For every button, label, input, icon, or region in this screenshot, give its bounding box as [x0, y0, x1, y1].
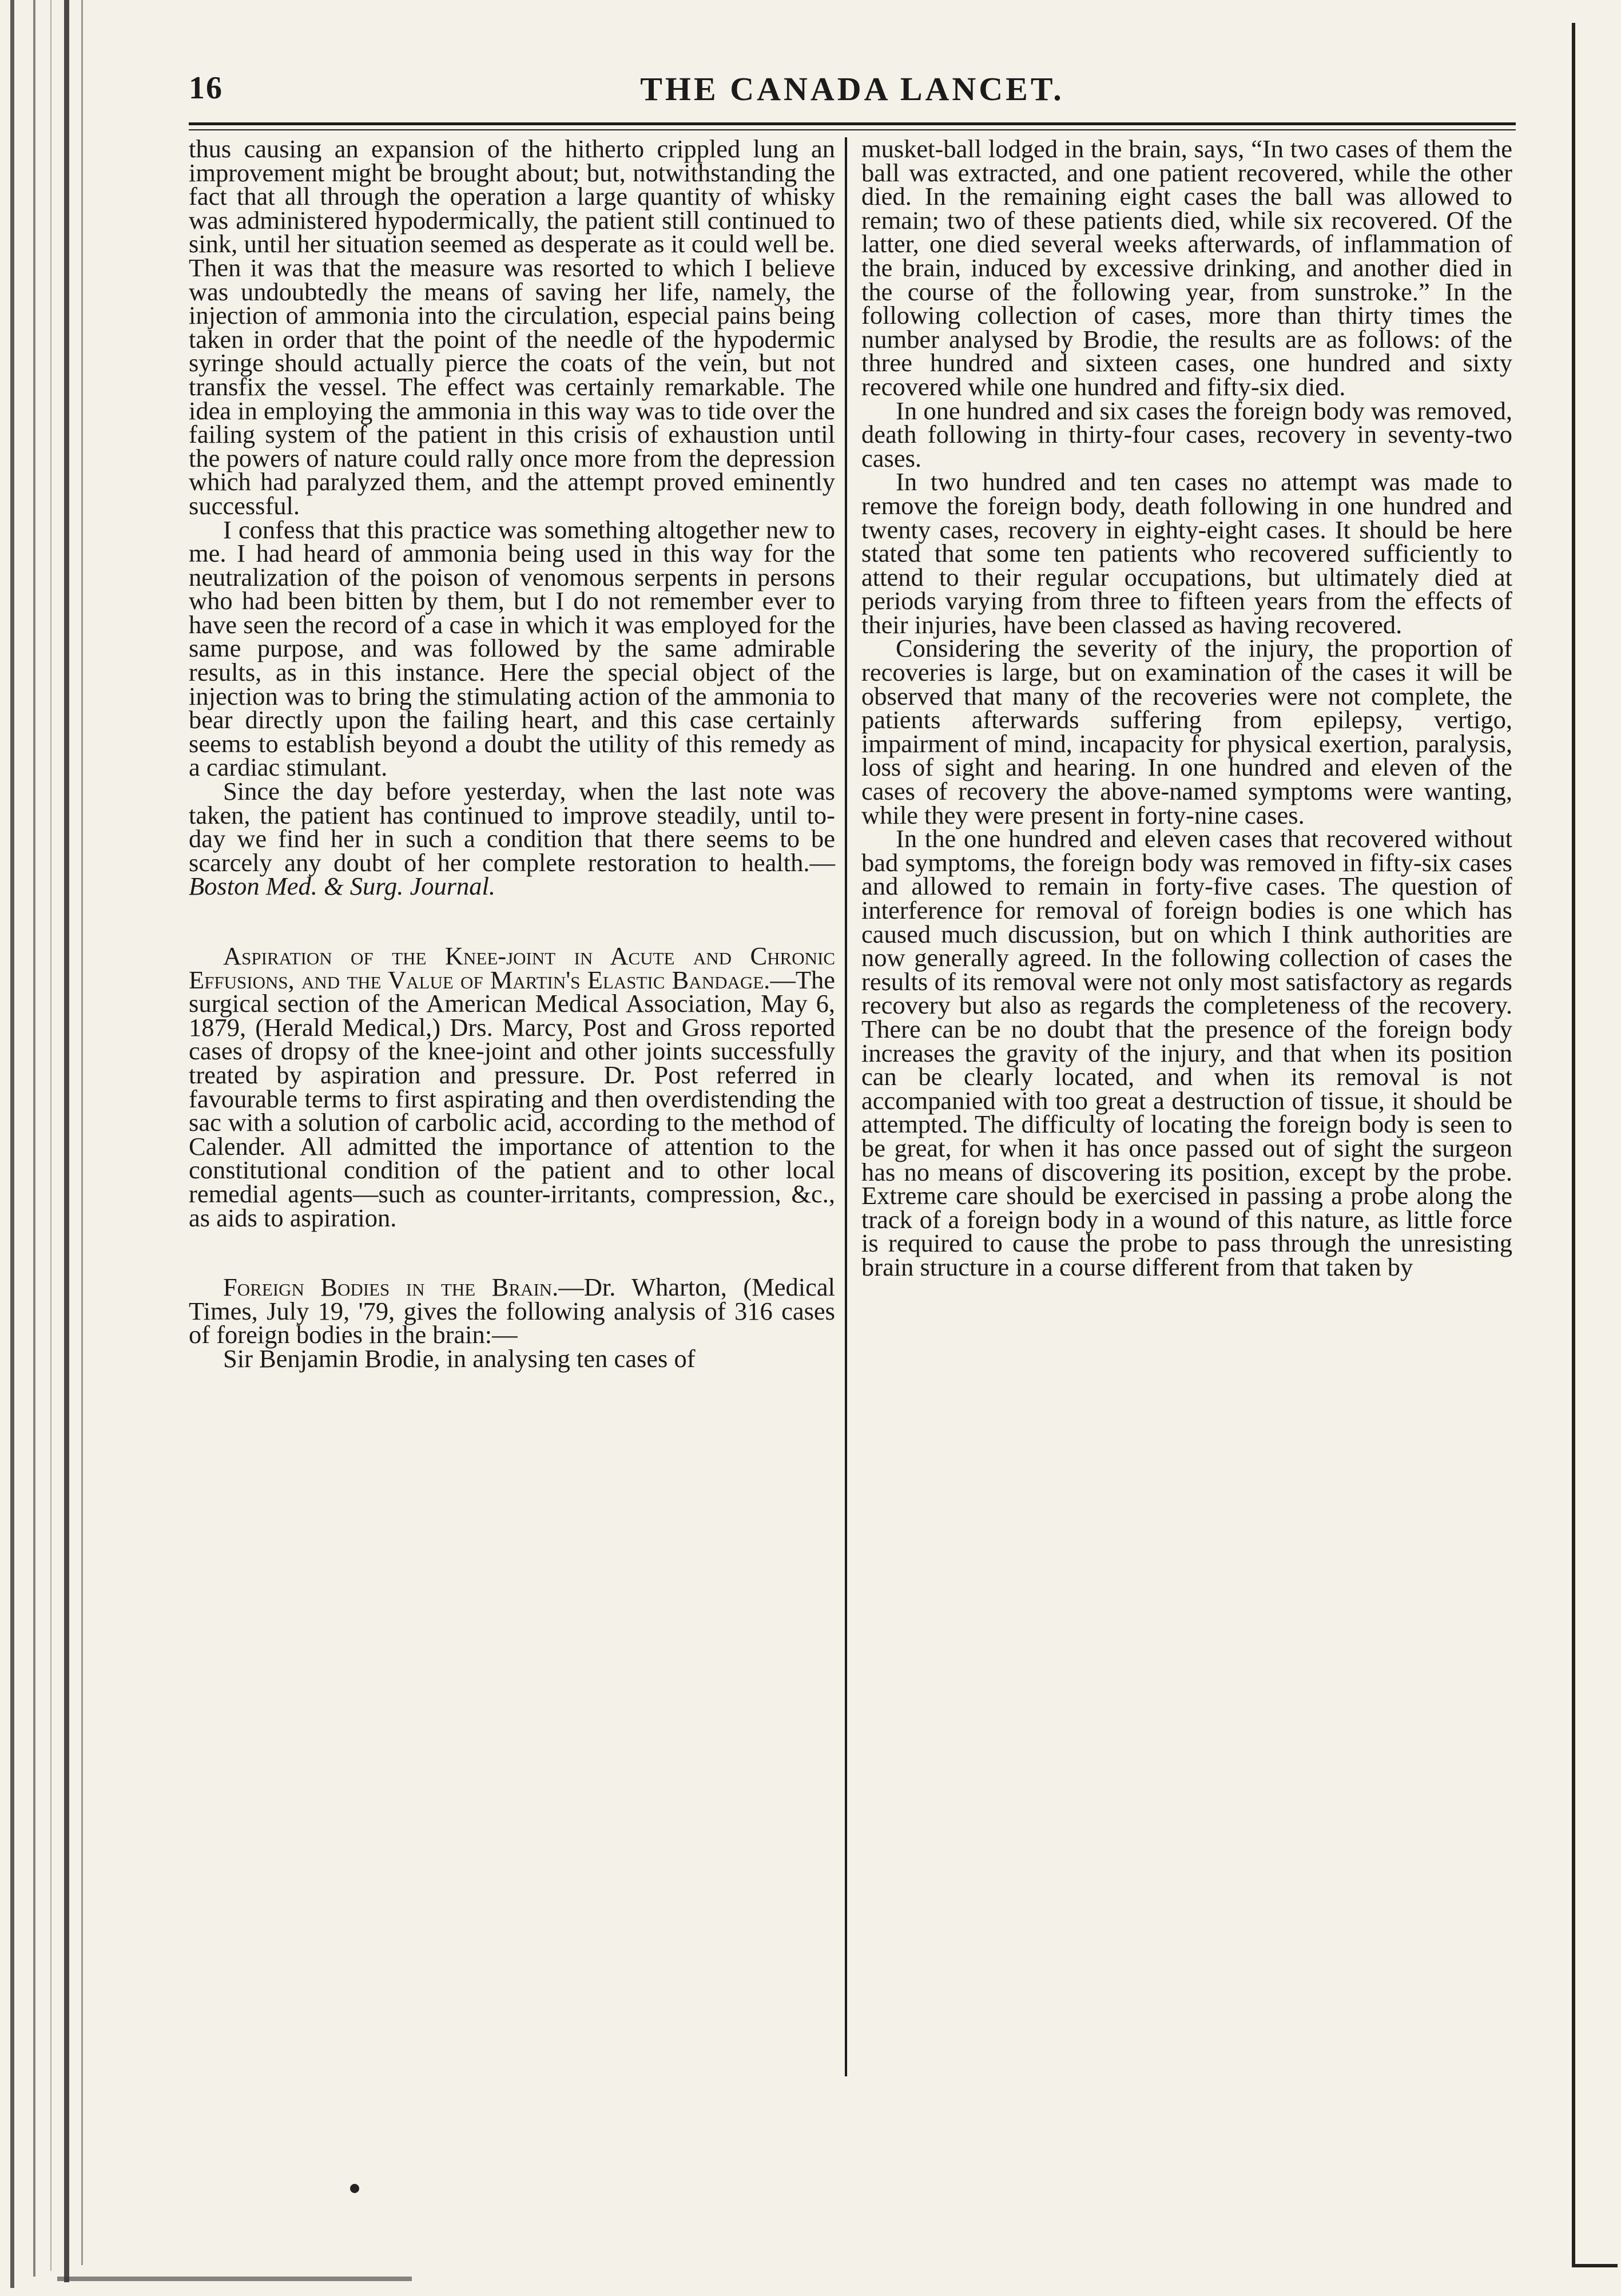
bottom-border-rule	[1572, 2264, 1618, 2267]
running-header	[189, 70, 1516, 122]
column-divider	[845, 137, 847, 2076]
page-number: 16	[189, 70, 223, 106]
paragraph: I confess that this practice was something altogether new to me. I had heard of ammonia being used in this way for the neutralization of the poison of venomous serpents in persons who had been bitten by them, but I do not remember ever to have seen the record of a case in which it was employed for the same purpose, and was followed by the same admirable results, as in this instance. Here the special object of the injection was to bring the stimulating action of the ammonia to bear directly upon the failing heart, and this case certainly seems to establish beyond a doubt the utility of this remedy as a cardiac stimulant.	[189, 515, 835, 782]
paragraph-text: Since the day before yesterday, when the last note was taken, the patient has continued to improve steadily, until to-day we find her in such a condition that there seems to be scarcely any doubt of her complete restoration to health.—	[189, 777, 835, 877]
right-border-rule	[1572, 23, 1575, 2265]
header-rule	[189, 122, 1516, 125]
paragraph: musket-ball lodged in the brain, says, “In two cases of them the ball was extracted, and one patient recovered, while the other died. In the remaining eight cases the ball was allowed to remain; two of these patients died, while six recovered. Of the latter, one died several weeks afterwards, of inflammation of the brain, induced by excessive drinking, and another died in the course of the following year, from sunstroke.” In the following collection of cases, more than thirty times the number analysed by Brodie, the results are as follows: of the three hundred and sixteen cases, one hundred and sixty recovered while one hundred and fifty-six died.	[861, 134, 1512, 401]
paragraph: In the one hundred and eleven cases that recovered without bad symptoms, the foreign body was removed in fifty-six cases and allowed to remain in forty-five cases. The question of interference for removal of foreign bodies is one which has caused much discussion, but on which I think authorities are now generally agreed. In the following collection of cases the results of its removal were not only most satisfactory as regards recovery but also as regards the completeness of the recovery. There can be no doubt that the presence of the foreign body increases the gravity of the injury, and that when its position can be clearly located, and when its removal is not accompanied with too great a destruction of tissue, it should be attempted. The difficulty of locating the foreign body is seen to be great, for when it has once passed out of sight the surgeon has no means of discovering its position, except by the probe. Extreme care should be exercised in passing a probe along the track of a foreign body in a wound of this nature, as little force is required to cause the probe to pass through the unresisting brain structure in a course different from that taken by	[861, 824, 1512, 1281]
source-citation: Boston Med. & Surg. Journal.	[189, 872, 496, 901]
article-heading: Aspiration of the Knee-joint in Acute and Chronic Effusions, and the Value of Martin's Elastic Bandage.	[189, 942, 835, 994]
paragraph: In one hundred and six cases the foreign body was removed, death following in thirty-four cases, recovery in seventy-two cases.	[861, 396, 1512, 472]
article-paragraph	[189, 944, 835, 1230]
journal-title: THE CANADA LANCET.	[640, 70, 1064, 108]
paragraph: Sir Benjamin Brodie, in analysing ten cases of	[223, 1344, 696, 1373]
scan-artifact	[57, 2277, 412, 2281]
paragraph	[189, 777, 835, 901]
paragraph: Considering the severity of the injury, the proportion of recoveries is large, but on examination of the cases it will be observed that many of the recoveries were not complete, the patients afterwards suffering from epilepsy, vertigo, impairment of mind, incapacity for physical exertion, paralysis, loss of sight and hearing. In one hundred and eleven of the cases of recovery the above-named symptoms were wanting, while they were present in forty-nine cases.	[861, 634, 1512, 829]
left-column	[189, 134, 835, 1373]
header-rule-thin	[189, 129, 1516, 130]
ink-spot	[350, 2184, 359, 2193]
article-body: —The surgical section of the American Medical Association, May 6, 1879, (Herald Medical,) Drs. Marcy, Post and Gross reported cases of dropsy of the knee-joint and other joints successfully treated by aspiration and pressure. Dr. Post referred in favourable terms to first aspirating and then overdistending the sac with a solution of carbolic acid, according to the method of Calender. All admitted the importance of attention to the constitutional condition of the patient and to other local remedial agents—such as counter-irritants, compression, &c., as aids to aspiration.	[189, 965, 835, 1232]
article-heading: Foreign Bodies in the Brain.	[223, 1273, 559, 1302]
binding-edge	[0, 0, 97, 2296]
paragraph: thus causing an expansion of the hitherto crippled lung an improvement might be brought about; but, notwithstanding the fact that all through the operation a large quantity of whisky was administered hypodermically, the patient still continued to sink, until her situation seemed as desperate as it could well be. Then it was that the measure was resorted to which I believe was undoubtedly the means of saving her life, namely, the injection of ammonia into the circulation, especial pains being taken in order that the point of the needle of the hypodermic syringe should actually pierce the coats of the vein, but not transfix the vessel. The effect was certainly remarkable. The idea in employing the ammonia in this way was to tide over the failing system of the patient in this crisis of exhaustion until the powers of nature could rally once more from the depression which had paralyzed them, and the attempt proved eminently successful.	[189, 134, 835, 520]
paragraph: In two hundred and ten cases no attempt was made to remove the foreign body, death following in one hundred and twenty cases, recovery in eighty-eight cases. It should be here stated that some ten patients who recovered sufficiently to attend to their regular occupations, but ultimately died at periods varying from three to fifteen years from the effects of their injuries, have been classed as having recovered.	[861, 467, 1512, 639]
article-body: —Dr. Wharton, (Medical Times, July 19, '79, gives the following analysis of 316 cases of foreign bodies in the brain:—	[189, 1273, 835, 1349]
article-paragraph	[189, 1273, 835, 1349]
right-column	[861, 134, 1512, 1281]
